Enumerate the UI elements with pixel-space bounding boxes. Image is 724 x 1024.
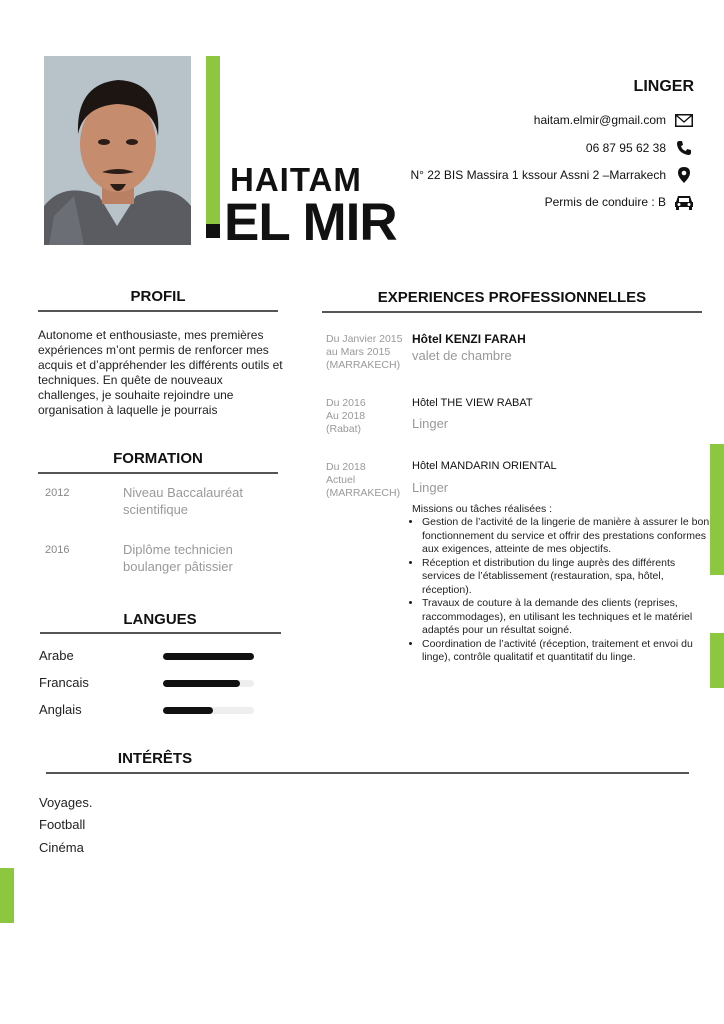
accent-bar: [206, 56, 220, 238]
experiences-title: EXPERIENCES PROFESSIONNELLES: [377, 289, 647, 306]
car-icon: [674, 194, 694, 210]
language-level-bar: [163, 707, 254, 714]
experience-role: Linger: [412, 416, 449, 431]
formation-desc-line: Niveau Baccalauréat: [123, 485, 243, 500]
formation-desc-line: boulanger pâtissier: [123, 559, 233, 574]
formation-year: 2016: [45, 544, 70, 556]
contact-email[interactable]: [534, 112, 694, 128]
profile-photo: [44, 56, 191, 245]
profil-divider: [38, 310, 278, 312]
language-level-bar: [163, 680, 254, 687]
experience-role: valet de chambre: [412, 348, 512, 363]
side-accent: [710, 444, 724, 575]
interets-title: INTÉRÊTS: [117, 750, 193, 767]
mission-item: • Réception et distribution du linge auprès des différents services de l’établissement (restauration, spa, hôtel, réception).: [422, 557, 716, 598]
phone-text[interactable]: 06 87 95 62 38: [585, 141, 666, 155]
map-pin-icon: [674, 167, 694, 183]
license-text: Permis de conduire : B: [544, 195, 666, 209]
date-line: Du Janvier 2015: [326, 333, 403, 345]
date-line: Du 2018: [326, 461, 366, 473]
experiences-divider: [322, 311, 702, 313]
experience-date: [326, 333, 412, 372]
contact-phone[interactable]: [586, 140, 694, 156]
language-level-fill: [163, 653, 254, 660]
formation-desc: [123, 484, 243, 518]
company-name: MANDARIN ORIENTAL: [440, 460, 557, 472]
profil-text: Autonome et enthousiaste, mes premières expériences m’ont permis de renforcer mes acquis et d’appréhender les différents outils et techniques. En quête de nouveaux challenges, je souhaite rejoindre une organisation à laquelle je pourrais: [38, 328, 283, 417]
missions-list: [400, 516, 716, 665]
formation-year: 2012: [45, 487, 70, 499]
mission-item: • Travaux de couture à la demande des clients (reprises, raccommodages), en utilisant les techniques et le matériel adaptés pour un résultat soigné.: [422, 597, 716, 638]
date-line: (MARRAKECH): [326, 359, 401, 371]
formation-desc-line: Diplôme technicien: [123, 542, 233, 557]
formation-desc-line: scientifique: [123, 502, 189, 517]
date-line: (MARRAKECH): [326, 487, 401, 499]
contact-address: [410, 167, 694, 183]
missions-title: Missions ou tâches réalisées :: [412, 503, 553, 515]
first-name: HAITAM: [230, 161, 362, 198]
formation-title: FORMATION: [113, 450, 203, 467]
company-prefix: Hôtel: [412, 460, 438, 472]
experience-date: [326, 397, 412, 436]
company-name: THE VIEW RABAT: [440, 397, 533, 409]
mission-item: • Gestion de l’activité de la lingerie de manière à assurer le bon fonctionnement du service et offrir des prestations conformes aux exigences, atteinte de mes objectifs.: [422, 516, 716, 557]
experience-role: Linger: [412, 480, 449, 495]
email-text[interactable]: haitam.elmir@gmail.com: [533, 113, 666, 127]
language-level-fill: [163, 707, 213, 714]
interest-item: Cinéma: [39, 840, 84, 855]
interest-item: Football: [39, 817, 86, 832]
formation-divider: [38, 472, 278, 474]
last-name: EL MIR: [224, 193, 397, 252]
phone-icon: [674, 140, 694, 156]
date-line: (Rabat): [326, 423, 362, 435]
experience-company: [412, 397, 533, 409]
experience-company: [412, 460, 557, 472]
contact-license: [545, 194, 694, 210]
date-line: Du 2016: [326, 397, 366, 409]
company-name: KENZI FARAH: [445, 332, 526, 346]
date-line: Au 2018: [326, 410, 366, 422]
language-level-fill: [163, 680, 240, 687]
accent-square: [206, 224, 220, 238]
address-text: N° 22 BIS Massira 1 kssour Assni 2 –Marrakech: [410, 168, 666, 182]
job-title: LINGER: [633, 78, 694, 95]
formation-desc: [123, 541, 233, 575]
interets-divider: [46, 772, 689, 774]
date-line: au Mars 2015: [326, 346, 391, 358]
experience-company: [412, 332, 526, 346]
language-name: Arabe: [39, 648, 74, 663]
interest-item: Voyages.: [39, 795, 93, 810]
envelope-icon: [674, 112, 694, 128]
company-prefix: Hôtel: [412, 332, 442, 346]
profil-title: PROFIL: [130, 288, 186, 305]
side-accent: [710, 633, 724, 688]
company-prefix: Hôtel: [412, 397, 438, 409]
langues-divider: [40, 632, 281, 634]
language-name: Francais: [39, 675, 89, 690]
date-line: Actuel: [326, 474, 356, 486]
langues-title: LANGUES: [123, 611, 197, 628]
experience-date: [326, 461, 412, 500]
side-accent: [0, 868, 14, 923]
language-name: Anglais: [39, 702, 82, 717]
language-level-bar: [163, 653, 254, 660]
mission-item: • Coordination de l’activité (réception, traitement et envoi du linge), contrôle qualitatif et quantitatif du linge.: [422, 638, 716, 665]
